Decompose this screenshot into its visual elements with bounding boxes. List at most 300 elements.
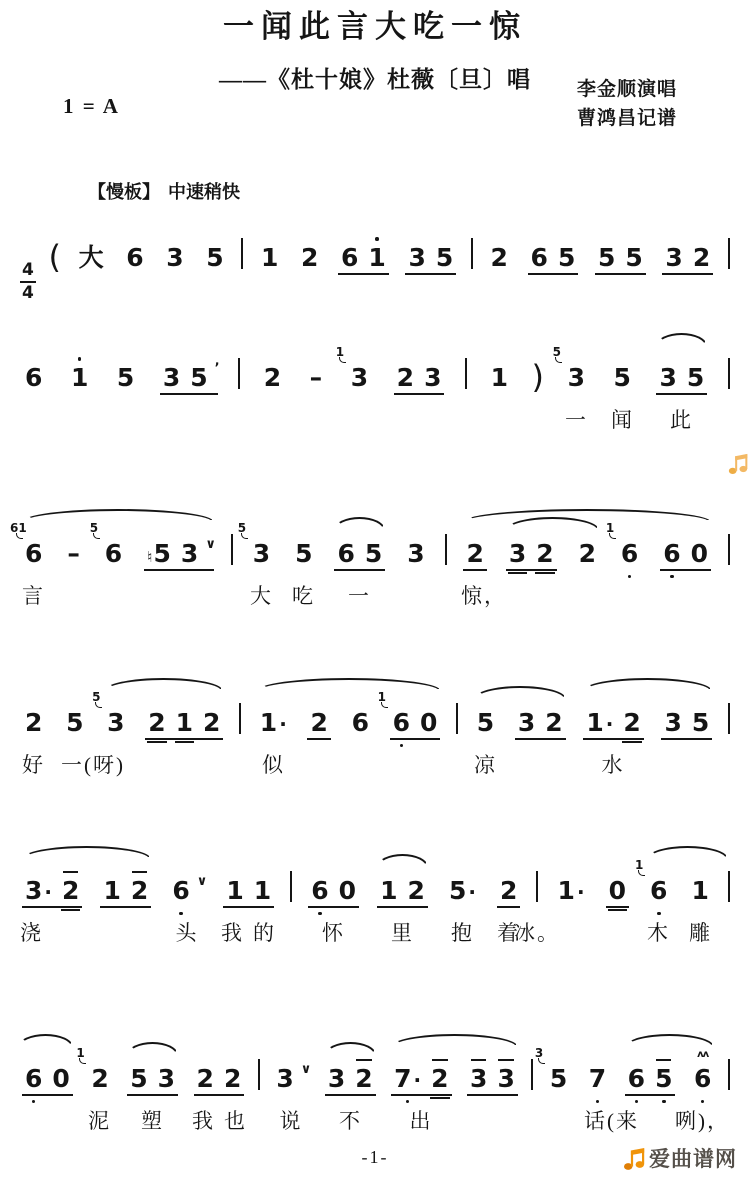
note — [499, 878, 518, 904]
note-group — [593, 245, 648, 271]
note — [469, 1066, 488, 1092]
note — [24, 710, 43, 736]
note-digit: 3 — [497, 1064, 515, 1093]
note-digit: 3 — [407, 539, 425, 568]
note — [300, 245, 319, 271]
lyric: 说 — [279, 1109, 303, 1133]
note — [578, 541, 597, 567]
augmentation-dot: · — [605, 712, 614, 736]
note — [130, 878, 149, 904]
underline-beam — [405, 273, 456, 275]
note — [379, 878, 398, 904]
note-digit: 6 — [311, 876, 329, 905]
octave-dot — [406, 1100, 410, 1104]
note-group — [552, 345, 590, 392]
note-group — [526, 245, 581, 271]
note-group — [62, 541, 85, 567]
note-row — [18, 1029, 732, 1092]
note — [407, 245, 426, 271]
underline-beam — [528, 273, 579, 275]
note-digit: 3 — [567, 363, 585, 392]
note-digit: 3 — [664, 708, 682, 737]
underline-beam — [662, 273, 713, 275]
note-digit: 5 — [476, 708, 495, 737]
note — [309, 365, 324, 391]
note-group — [98, 878, 153, 904]
note — [627, 1066, 646, 1092]
note — [377, 690, 411, 737]
note — [61, 878, 80, 904]
lyric: 头 — [175, 921, 199, 945]
note-group — [472, 710, 499, 736]
lyric: 雕 — [689, 921, 712, 945]
note-group — [444, 878, 481, 904]
note-group — [335, 345, 373, 392]
note-digit: 2 — [545, 708, 563, 737]
note — [552, 345, 586, 392]
score-line-6 — [18, 1029, 732, 1147]
note-group — [660, 245, 715, 271]
note — [260, 245, 279, 271]
note — [327, 1066, 346, 1092]
note — [663, 710, 682, 736]
underline-beam — [394, 393, 445, 395]
note-group — [74, 245, 109, 271]
note-group — [66, 365, 93, 391]
note-digit: 1 — [103, 876, 121, 905]
note-digit: 1 — [490, 363, 508, 392]
note-digit: 1 — [259, 708, 278, 737]
note — [508, 541, 527, 567]
underline-beam — [338, 273, 389, 275]
overbar-mark — [432, 1059, 447, 1061]
note-digit: 2 — [578, 539, 596, 568]
note — [430, 1066, 449, 1092]
note-digit: 5 — [597, 243, 616, 272]
note-group — [486, 245, 513, 271]
lyric: 也 — [224, 1109, 247, 1133]
grace-note: 1 — [377, 690, 386, 704]
barline — [238, 358, 240, 389]
underline-beam — [22, 1094, 73, 1096]
barline — [728, 871, 730, 902]
underline-beam — [583, 738, 643, 740]
lyric: 大 — [250, 584, 273, 608]
note-digit: 6 — [650, 876, 668, 905]
note-digit: 5 — [448, 876, 467, 905]
score-line-2 — [18, 328, 732, 446]
note-group — [584, 1066, 611, 1092]
note — [423, 365, 442, 391]
note-digit: 大 — [78, 243, 104, 272]
lyric: 吃 — [292, 584, 315, 608]
note-digit: 0 — [338, 876, 357, 905]
note-digit: 1 — [175, 708, 194, 737]
time-signature-lower: 4 — [22, 282, 34, 303]
note-digit: 2 — [466, 539, 484, 568]
octave-dot — [628, 575, 632, 579]
underline-beam — [100, 906, 151, 908]
note-group — [255, 710, 292, 736]
note — [225, 878, 244, 904]
note — [340, 245, 359, 271]
site-watermark-edge — [727, 452, 749, 481]
lyric: 木 — [647, 921, 670, 945]
octave-dot — [701, 1100, 705, 1104]
note-group — [534, 1046, 572, 1093]
note-digit: 2 — [223, 1064, 242, 1093]
lyric: 我 — [192, 1109, 215, 1133]
music-note-icon — [727, 452, 749, 476]
underline-beam — [463, 569, 486, 571]
note-group — [495, 878, 522, 904]
note-group — [465, 1066, 520, 1092]
note — [253, 878, 272, 904]
octave-dot — [375, 237, 379, 241]
note-digit: 5 — [655, 1064, 673, 1093]
note-digit: 3 — [107, 708, 125, 737]
note — [24, 365, 43, 391]
notator-credit: 曹鸿昌记谱 — [577, 107, 678, 129]
note-digit: 2 — [407, 876, 425, 905]
note — [517, 710, 536, 736]
note-row — [18, 208, 732, 303]
note-digit: 5 — [130, 1064, 148, 1093]
barline — [728, 1059, 730, 1090]
note-group — [332, 541, 387, 567]
underline-beam — [497, 906, 520, 908]
score-line-3 — [10, 504, 732, 622]
note-group — [658, 541, 713, 567]
note — [205, 245, 224, 271]
note — [237, 521, 271, 568]
note-digit: 5 — [691, 708, 710, 737]
note-group — [167, 874, 208, 905]
note — [10, 521, 43, 568]
note — [259, 710, 288, 736]
breath-mark: ∨ — [300, 1062, 312, 1077]
note-digit: 7 — [588, 1064, 607, 1093]
note-group — [61, 710, 88, 736]
note-digit: 1 — [691, 876, 709, 905]
underline-beam-2 — [430, 1097, 449, 1099]
augmentation-dot: · — [468, 880, 476, 904]
note-digit: 2 — [500, 876, 518, 905]
note — [465, 541, 484, 567]
breath-mark: ∨ — [196, 874, 208, 889]
note-digit: 3 — [517, 708, 536, 737]
underline-beam-2 — [608, 909, 627, 911]
underline-beam — [144, 569, 214, 571]
underline-beam — [194, 1094, 245, 1096]
score-line-4 — [18, 673, 732, 791]
note-group — [112, 365, 139, 391]
note — [189, 365, 208, 391]
note-group — [221, 878, 276, 904]
note-digit: 3 — [166, 243, 184, 272]
note — [147, 710, 166, 736]
page-number: -1- — [361, 1147, 389, 1167]
grace-note: 1 — [605, 521, 615, 535]
barline — [456, 703, 458, 734]
underline-beam — [160, 393, 218, 395]
note-group — [605, 521, 643, 568]
note-group — [10, 521, 47, 568]
underline-beam — [625, 1094, 676, 1096]
lyric: 冰。 — [514, 921, 560, 945]
note-digit: 5 — [153, 539, 171, 568]
song-title: 一闻此言大吃一惊 — [223, 9, 527, 44]
augmentation-dot: · — [576, 880, 585, 904]
tempo-label: 【慢板】 — [88, 182, 160, 202]
underline-beam — [377, 906, 428, 908]
lyric: 不 — [339, 1109, 362, 1133]
note-digit: 2 — [91, 1064, 109, 1093]
octave-dot — [635, 1100, 639, 1104]
underline-beam — [390, 738, 441, 740]
note — [354, 1066, 373, 1092]
note-group — [323, 1066, 378, 1092]
octave-dot — [596, 1100, 600, 1104]
note — [407, 878, 426, 904]
note-group — [689, 1049, 716, 1093]
note-group — [76, 1046, 113, 1093]
note — [686, 365, 705, 391]
grace-note: 5 — [89, 521, 99, 535]
note-digit: 2 — [203, 708, 221, 737]
note-group — [687, 878, 714, 904]
note-digit: 6 — [620, 539, 639, 568]
lyric: 一 — [348, 584, 371, 608]
note-digit: 6 — [25, 539, 43, 568]
note — [654, 1066, 673, 1092]
lyric: 凉 — [474, 753, 497, 777]
note-group — [161, 245, 188, 271]
underline-beam — [506, 569, 557, 571]
underline-beam — [307, 738, 330, 740]
note-digit: 6 — [337, 539, 355, 568]
note-digit: 2 — [396, 363, 415, 392]
underline-beam — [127, 1094, 178, 1096]
note-row — [18, 328, 732, 396]
note-digit: 5 — [295, 539, 313, 568]
note-digit: 1 — [586, 708, 604, 737]
note — [490, 365, 509, 391]
note-group — [403, 245, 458, 271]
augmentation-dot: · — [44, 880, 53, 904]
note-digit: 5 — [557, 243, 576, 272]
lyric: 出 — [409, 1109, 433, 1133]
note — [146, 541, 172, 567]
barline — [728, 703, 730, 734]
note-group — [201, 245, 228, 271]
note — [691, 878, 710, 904]
note-group — [192, 1066, 247, 1092]
note — [367, 245, 386, 271]
underline-beam — [308, 906, 359, 908]
note — [693, 1049, 712, 1093]
note-digit: 3 — [424, 363, 442, 392]
lyric: 水 — [601, 753, 625, 777]
overbar-mark — [356, 1059, 371, 1061]
site-watermark — [622, 1146, 737, 1172]
note — [435, 245, 454, 271]
note-group — [296, 245, 323, 271]
note — [396, 365, 415, 391]
note — [175, 710, 194, 736]
note — [65, 710, 84, 736]
note-group — [158, 361, 220, 392]
augmentation-dot: · — [279, 712, 287, 736]
barline — [239, 703, 241, 734]
note-group — [259, 365, 286, 391]
note-digit: 6 — [693, 1064, 712, 1093]
note — [535, 541, 554, 567]
key-signature: 1 = A — [63, 94, 120, 118]
lyric: 话(来 — [584, 1109, 639, 1133]
octave-dot — [657, 912, 661, 916]
barline — [531, 1059, 533, 1090]
note-digit: 6 — [627, 1064, 646, 1093]
note — [338, 878, 357, 904]
underline-beam — [223, 906, 274, 908]
grace-note: 5 — [92, 690, 101, 704]
underline-beam — [391, 1094, 451, 1096]
barline — [728, 358, 730, 389]
note-digit: 2 — [431, 1064, 449, 1093]
barline — [465, 358, 467, 389]
octave-dot — [32, 1100, 36, 1104]
note-digit: 5 — [66, 708, 84, 737]
score-line-5 — [18, 841, 732, 959]
note-digit: 3 — [665, 243, 683, 272]
barline — [471, 238, 473, 269]
underline-beam — [467, 1094, 518, 1096]
lyric: 着 — [497, 921, 520, 945]
barline — [728, 534, 730, 565]
note-digit: 1 — [557, 876, 575, 905]
music-note-icon — [622, 1146, 646, 1172]
note-digit: – — [67, 539, 80, 568]
note-group — [125, 1066, 180, 1092]
lyric: 的 — [253, 921, 276, 945]
note-digit: 2 — [536, 539, 554, 568]
note — [622, 710, 641, 736]
note-digit: 3 — [408, 243, 426, 272]
note-group — [237, 521, 275, 568]
note-digit: 0 — [608, 876, 626, 905]
lyric: 闻 — [611, 408, 634, 432]
overbar-mark — [132, 871, 147, 873]
note-group — [461, 541, 488, 567]
note — [608, 878, 627, 904]
note-group — [604, 878, 631, 904]
note-group — [574, 541, 601, 567]
note-group — [609, 365, 636, 391]
note — [691, 710, 710, 736]
octave-dot — [318, 912, 322, 916]
note-group — [486, 365, 513, 391]
note — [496, 1066, 515, 1092]
note-group — [377, 690, 443, 737]
note-group — [306, 878, 361, 904]
note-digit: 5 — [435, 243, 454, 272]
grace-note: 1 — [335, 345, 345, 359]
octave-dot — [78, 357, 82, 361]
note — [51, 1066, 70, 1092]
note-digit: 0 — [690, 539, 709, 568]
underline-beam — [660, 569, 711, 571]
note-group — [336, 245, 391, 271]
note — [196, 1066, 215, 1092]
note-digit: 3 — [180, 539, 199, 568]
breath-mark: ʼ — [214, 361, 220, 376]
underline-beam — [334, 569, 385, 571]
note-digit: 5 — [686, 363, 705, 392]
note-digit: 1 — [226, 876, 244, 905]
note-digit: 2 — [25, 708, 43, 737]
note-group — [513, 710, 568, 736]
note — [393, 1066, 422, 1092]
note — [165, 245, 184, 271]
note-digit: 6 — [392, 708, 411, 737]
note-group — [20, 1066, 75, 1092]
note — [223, 1066, 242, 1092]
note — [66, 541, 81, 567]
breath-mark: ∨ — [205, 537, 216, 552]
note — [202, 710, 221, 736]
note — [419, 710, 438, 736]
grace-note: 1 — [76, 1046, 85, 1060]
lyric: 咧)， — [675, 1109, 730, 1133]
time-signature — [20, 261, 36, 303]
phrase-paren: ) — [531, 358, 545, 396]
overbar-mark — [471, 1059, 486, 1061]
lyric: 言 — [22, 584, 45, 608]
watermark-text: 爱曲谱网 — [649, 1146, 737, 1171]
note — [530, 245, 549, 271]
octave-dot — [400, 744, 404, 748]
note-digit: 6 — [25, 363, 43, 392]
barline — [241, 238, 243, 269]
note — [690, 541, 709, 567]
phrase-paren: ( — [48, 238, 61, 276]
note-digit: 5 — [364, 539, 383, 568]
note — [351, 710, 370, 736]
underline-beam-2 — [175, 741, 194, 743]
note — [585, 710, 614, 736]
note — [406, 541, 425, 567]
note — [157, 1066, 176, 1092]
note-digit: 6 — [104, 539, 123, 568]
lyric: 我 — [221, 921, 244, 945]
lyric: 怀 — [322, 921, 345, 945]
note — [102, 878, 121, 904]
grace-note: 1 — [635, 858, 644, 872]
note — [605, 521, 639, 568]
note-group — [271, 1062, 312, 1093]
note — [662, 541, 681, 567]
performer-credit: 李金顺演唱 — [577, 79, 678, 100]
note-group — [347, 710, 374, 736]
barline — [536, 871, 538, 902]
note-digit: 6 — [126, 243, 144, 272]
note-group — [389, 1066, 453, 1092]
note — [89, 521, 123, 568]
note — [624, 245, 643, 271]
note — [24, 1066, 43, 1092]
note-digit: 1 — [380, 876, 398, 905]
